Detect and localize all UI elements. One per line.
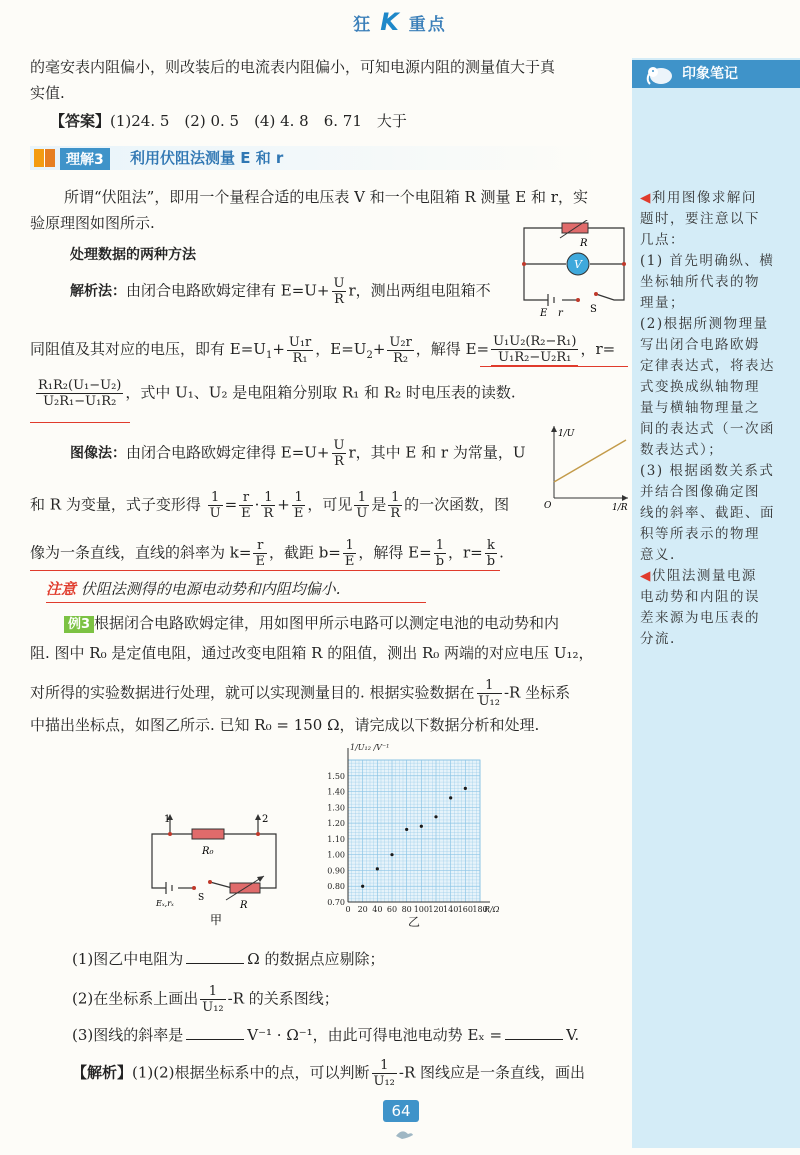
answer-blank bbox=[186, 1039, 244, 1040]
text-span: V⁻¹ · Ω⁻¹，由此可得电池电动势 Eₓ = bbox=[247, 1026, 503, 1044]
question-3 bbox=[72, 1022, 579, 1048]
sidebar-note-line: 意义. bbox=[640, 547, 676, 563]
frac-den: E bbox=[255, 554, 265, 569]
frac-num: 1 bbox=[477, 678, 502, 694]
frac-den: U₁₂ bbox=[202, 1000, 224, 1015]
text-line: 中描出坐标点，如图乙所示. 已知 R₀ = 150 Ω，请完成以下数据分析和处理. bbox=[30, 716, 540, 734]
answer-blank bbox=[505, 1039, 563, 1040]
graph-method-label: 图像法： bbox=[70, 445, 126, 462]
sidebar-note-line: 理量； bbox=[640, 295, 685, 311]
text-span: 像为一条直线，直线的斜率为 k= bbox=[30, 543, 252, 562]
frac-num: R₁R₂(U₁−U₂) bbox=[38, 378, 122, 393]
frac-num: 1 bbox=[208, 490, 223, 506]
text-line: 实值. bbox=[30, 84, 65, 102]
data-point bbox=[376, 867, 379, 870]
sidebar-note-line: 量与横轴物理量之 bbox=[640, 400, 760, 416]
page-header bbox=[0, 8, 800, 36]
text-span: ，E=U bbox=[315, 340, 367, 358]
text-span: ，可见 bbox=[307, 495, 353, 514]
data-point bbox=[390, 853, 393, 856]
figure-caption-yi: 乙 bbox=[407, 915, 421, 929]
sidebar-title: 印象笔记 bbox=[682, 66, 738, 82]
x-tick-label: 60 bbox=[386, 905, 398, 914]
frac-num: U bbox=[333, 276, 345, 291]
voltmeter-label: V bbox=[574, 258, 582, 271]
y-axis-label: 1/U₁₂ /V⁻¹ bbox=[350, 743, 390, 752]
answer-blank bbox=[186, 963, 244, 964]
frac-num: U₂r bbox=[389, 334, 412, 350]
elephant-icon bbox=[644, 60, 678, 88]
sidebar-note-line: (2)根据所测物理量 bbox=[640, 316, 769, 332]
y-tick-label: 1.50 bbox=[327, 771, 345, 781]
frac-num: U₁U₂(R₂−R₁) bbox=[493, 334, 577, 349]
text-span: Ω 的数据点应剔除； bbox=[247, 950, 385, 968]
text-span: ，式中 U₁、U₂ 是电阻箱分别取 R₁ 和 R₂ 时电压表的读数. bbox=[125, 383, 516, 402]
answer-text: (1)24. 5 (2) 0. 5 (4) 4. 8 6. 71 大于 bbox=[110, 112, 407, 130]
x-tick-label: 100 bbox=[413, 905, 429, 914]
frac-den: U₁R₂−U₂R₁ bbox=[498, 350, 572, 365]
sidebar-note-line: 几点： bbox=[640, 232, 685, 248]
x-tick-label: 20 bbox=[357, 905, 368, 914]
text-span: (1)(2)根据坐标系中的点，可以判断 bbox=[132, 1063, 370, 1082]
fraction-1-U12 bbox=[372, 1058, 397, 1089]
emf-label: Eₓ,rₓ bbox=[156, 899, 174, 908]
frac-den: U bbox=[356, 506, 368, 521]
internal-r-label: r bbox=[558, 308, 563, 319]
text-span: r，其中 E 和 r 为常量，U bbox=[348, 443, 526, 462]
sidebar-note-line: (1) 首先明确纵、横 bbox=[640, 253, 775, 269]
sidebar-note-line: 电动势和内阻的误 bbox=[640, 589, 760, 605]
fraction-U-R bbox=[332, 438, 347, 469]
text-span: (3)图线的斜率是 bbox=[72, 1026, 184, 1044]
analytic-line-2: 同阻值及其对应的电压，即有 $E=U_1+$ $\frac{\text{U₁r}}{\text{R₁}}$ ，$E=U_2+$ $\frac{\text{U₂r}}{\text{R₂}}$ ，解得 E= $\frac{\text{U₁U₂(R₂−R₁)}}{\text{U₁R₂−U₂R₁}}$ ，r= bbox=[30, 334, 616, 366]
frac-num: 1 bbox=[372, 1058, 397, 1074]
circuit-diagram-jia bbox=[140, 808, 290, 928]
analytic-label: 解析法： bbox=[70, 283, 126, 300]
red-underline bbox=[30, 422, 130, 423]
x-tick-label: 160 bbox=[457, 905, 473, 914]
fraction-1-b bbox=[434, 538, 446, 569]
frac-den: U₁₂ bbox=[373, 1074, 395, 1089]
text-span: ，r= bbox=[580, 340, 616, 358]
sidebar-note-line: 间的表达式（一次函 bbox=[640, 421, 775, 437]
example-line-1 bbox=[64, 610, 559, 638]
frac-den: R bbox=[390, 506, 401, 521]
question-2 bbox=[72, 984, 339, 1015]
origin-label: O bbox=[544, 501, 552, 511]
emf-label: E bbox=[540, 308, 548, 319]
header-left: 狂 bbox=[353, 15, 373, 35]
fraction-U2r-R2 bbox=[387, 335, 413, 366]
sidebar-note-line: ◀利用图像求解问 bbox=[640, 190, 757, 206]
frac-num: 1 bbox=[261, 490, 275, 506]
answer-line bbox=[50, 108, 407, 134]
page-number: 64 bbox=[383, 1100, 419, 1122]
data-point bbox=[434, 815, 437, 818]
sidebar-notes-text bbox=[640, 188, 800, 650]
axis-label-y: 1/U bbox=[558, 429, 575, 439]
sidebar-note-line: 写出闭合电路欧姆 bbox=[640, 337, 760, 353]
data-point bbox=[464, 787, 467, 790]
x-tick-label: 80 bbox=[401, 905, 412, 914]
frac-num: 1 bbox=[388, 490, 402, 506]
small-line-graph bbox=[542, 422, 632, 512]
y-tick-label: 0.80 bbox=[327, 882, 345, 892]
node-label-2: 2 bbox=[262, 814, 269, 825]
fraction-U1r-R1 bbox=[287, 335, 313, 366]
frac-num: r bbox=[253, 538, 267, 554]
note-text: 伏阻法测得的电源电动势和内阻均偏小. bbox=[80, 580, 341, 598]
sidebar-note-line: 式变换成纵轴物理 bbox=[640, 379, 760, 395]
data-point bbox=[405, 828, 408, 831]
fraction-1-R bbox=[261, 490, 275, 521]
axis-label-x: 1/R bbox=[612, 503, 628, 512]
frac-den: b bbox=[435, 554, 445, 569]
text-span: -R 的关系图线； bbox=[227, 989, 339, 1008]
frac-den: U₂R₁−U₁R₂ bbox=[43, 394, 117, 409]
text-span: ，r= bbox=[448, 543, 483, 562]
x-tick-label: 120 bbox=[428, 905, 444, 914]
text-span: 的一次函数，图 bbox=[404, 495, 510, 514]
x-tick-label: 180 bbox=[472, 905, 488, 914]
y-tick-label: 1.40 bbox=[327, 787, 345, 797]
section-label: 理解3 bbox=[60, 148, 110, 170]
sidebar-note-line: 定律表达式，将表达 bbox=[640, 358, 775, 374]
text-span: 和 R 为变量，式子变形得 bbox=[30, 495, 201, 514]
frac-num: 1 bbox=[200, 984, 225, 1000]
circuit-diagram-top bbox=[518, 220, 630, 320]
graph-method-line-2: 和 R 为变量，式子变形得 $\frac{1}{U}$ = $\frac{r}{E}$ · $\frac{1}{R}$ + $\frac{1}{E}$ ，可见 $\frac{1}{U}$ 是 $\frac{1}{R}$ 的一次函数，图 bbox=[30, 490, 510, 521]
resistor-label: R bbox=[580, 238, 588, 249]
x-tick-label: 140 bbox=[443, 905, 459, 914]
graph-method-line-3: 像为一条直线，直线的斜率为 k= $\frac{r}{E}$ ，截距 b= $\frac{1}{E}$ ，解得 E= $\frac{1}{b}$ ，r= $\frac{k}{b}$ . bbox=[30, 538, 504, 569]
solution-line bbox=[72, 1058, 585, 1089]
text-span: 根据闭合电路欧姆定律，用如图甲所示电路可以测定电池的电动势和内 bbox=[94, 614, 560, 632]
sidebar-note-line: ◀伏阻法测量电源 bbox=[640, 568, 757, 584]
text-span: -R 图线应是一条直线，画出 bbox=[398, 1063, 586, 1082]
fraction-1-R bbox=[388, 490, 402, 521]
question-1 bbox=[72, 946, 384, 972]
x-tick-label: 0 bbox=[345, 905, 351, 914]
y-tick-label: 1.00 bbox=[327, 850, 345, 860]
analytic-line-1 bbox=[70, 276, 491, 307]
frac-den: U bbox=[209, 506, 221, 521]
sidebar-note-line: 差来源为电压表的 bbox=[640, 610, 760, 626]
fraction-k-b bbox=[485, 538, 497, 569]
header-right: 重点 bbox=[408, 15, 447, 35]
section-bar bbox=[30, 146, 600, 170]
sidebar-note-line: 并结合图像确定图 bbox=[640, 484, 760, 500]
header-k-logo: K bbox=[380, 8, 401, 36]
text-span: ，解得 E= bbox=[415, 340, 490, 358]
frac-den: E bbox=[344, 554, 355, 569]
data-point bbox=[420, 825, 423, 828]
graph-method-line-1 bbox=[70, 438, 525, 469]
y-tick-label: 0.70 bbox=[327, 898, 345, 907]
section-title: 利用伏阻法测量 E 和 r bbox=[130, 149, 284, 167]
text-span: (1)图乙中电阻为 bbox=[72, 950, 184, 968]
bird-icon bbox=[394, 1126, 414, 1142]
example-tag: 例3 bbox=[64, 616, 94, 633]
red-underline bbox=[30, 570, 500, 571]
frac-num: 1 bbox=[434, 538, 446, 554]
text-line: 验原理图如图所示. bbox=[30, 214, 155, 232]
frac-num: k bbox=[485, 538, 497, 554]
text-line: 的毫安表内阻偏小，则改装后的电流表内阻偏小，可知电源内阻的测量值大于真 bbox=[30, 58, 556, 76]
sidebar-note-line: 积等所表示的物理 bbox=[640, 526, 760, 542]
y-tick-label: 0.90 bbox=[327, 866, 345, 876]
fraction-U-R bbox=[332, 276, 347, 307]
text-span: ，解得 E= bbox=[358, 543, 432, 562]
fraction-1-E bbox=[292, 490, 306, 521]
y-tick-label: 1.20 bbox=[327, 819, 345, 829]
figure-caption-jia: 甲 bbox=[210, 913, 223, 927]
text-span: 是 bbox=[371, 495, 387, 514]
sidebar-note-line: 题时，要注意以下 bbox=[640, 211, 760, 227]
text-line: 所谓“伏阻法”，即用一个量程合适的电压表 V 和一个电阻箱 R 测量 E 和 r，实 bbox=[64, 188, 588, 206]
text-span: 同阻值及其对应的电压，即有 E=U bbox=[30, 340, 266, 358]
x-tick-label: 40 bbox=[372, 905, 383, 914]
r0-label: R₀ bbox=[202, 846, 214, 857]
frac-den: E bbox=[241, 506, 251, 521]
frac-den: R bbox=[334, 292, 344, 307]
data-point bbox=[361, 885, 364, 888]
fraction-1-E bbox=[343, 538, 357, 569]
text-span: 由闭合电路欧姆定律得 E=U+ bbox=[126, 443, 330, 462]
fraction-1-U12 bbox=[477, 678, 502, 709]
fraction-r-E bbox=[253, 538, 267, 569]
switch-label: S bbox=[198, 893, 205, 903]
text-span: -R 坐标系 bbox=[503, 683, 571, 702]
frac-den: b bbox=[486, 554, 496, 569]
text-span: V. bbox=[566, 1026, 580, 1044]
frac-num: U₁r bbox=[288, 334, 312, 350]
red-underline bbox=[46, 602, 426, 603]
sidebar-note-line: 数表达式）； bbox=[640, 442, 724, 458]
text-span: (2)在坐标系上画出 bbox=[72, 989, 199, 1008]
answer-label: 【答案】 bbox=[50, 112, 111, 130]
frac-num: 1 bbox=[292, 490, 306, 506]
fraction-E-result bbox=[491, 334, 578, 366]
note-line bbox=[46, 576, 341, 602]
x-axis-label: R/Ω bbox=[484, 905, 500, 914]
scatter-chart bbox=[310, 738, 532, 930]
text-span: r，测出两组电阻箱不 bbox=[348, 281, 491, 300]
switch-label: S bbox=[590, 304, 597, 315]
analytic-line-3 bbox=[34, 378, 516, 409]
y-tick-label: 1.10 bbox=[327, 834, 345, 844]
frac-num: U bbox=[333, 438, 345, 453]
node-label-1: 1 bbox=[164, 814, 171, 825]
subheading: 处理数据的两种方法 bbox=[70, 247, 196, 263]
fraction-r-result bbox=[36, 378, 123, 409]
frac-den: E bbox=[293, 506, 304, 521]
fraction-1-U bbox=[354, 490, 369, 521]
sidebar-note-line: 线的斜率、截距、面 bbox=[640, 505, 775, 521]
solution-label: 【解析】 bbox=[72, 1063, 133, 1082]
frac-den: U₁₂ bbox=[478, 694, 500, 709]
frac-den: R₂ bbox=[393, 350, 409, 366]
book-icon bbox=[32, 146, 58, 170]
sidebar-note-line: 分流. bbox=[640, 631, 676, 647]
fraction-1-U12 bbox=[200, 984, 225, 1015]
text-span: ，截距 b= bbox=[268, 543, 341, 562]
fraction-1-U bbox=[208, 490, 223, 521]
sidebar-note-line: 坐标轴所代表的物 bbox=[640, 274, 760, 290]
note-label: 注意 bbox=[46, 580, 77, 598]
red-underline bbox=[480, 366, 628, 367]
data-point bbox=[449, 796, 452, 799]
frac-den: R bbox=[263, 506, 274, 521]
rheostat-label: R bbox=[240, 900, 248, 911]
frac-num: 1 bbox=[354, 490, 369, 506]
text-span: 对所得的实验数据进行处理，就可以实现测量目的. 根据实验数据在 bbox=[30, 683, 475, 702]
y-tick-label: 1.30 bbox=[327, 803, 345, 813]
frac-den: R bbox=[334, 454, 344, 469]
text-span: 由闭合电路欧姆定律有 E=U+ bbox=[126, 281, 330, 300]
frac-num: 1 bbox=[343, 538, 357, 554]
frac-den: R₁ bbox=[292, 350, 308, 366]
fraction-r-E bbox=[239, 490, 253, 521]
frac-num: r bbox=[239, 490, 253, 506]
sidebar-note-line: (3) 根据函数关系式 bbox=[640, 463, 775, 479]
text-line: 阻. 图中 R₀ 是定值电阻，通过改变电阻箱 R 的阻值，测出 R₀ 两端的对应电压 U₁₂， bbox=[30, 644, 594, 662]
example-line-3 bbox=[30, 678, 570, 709]
